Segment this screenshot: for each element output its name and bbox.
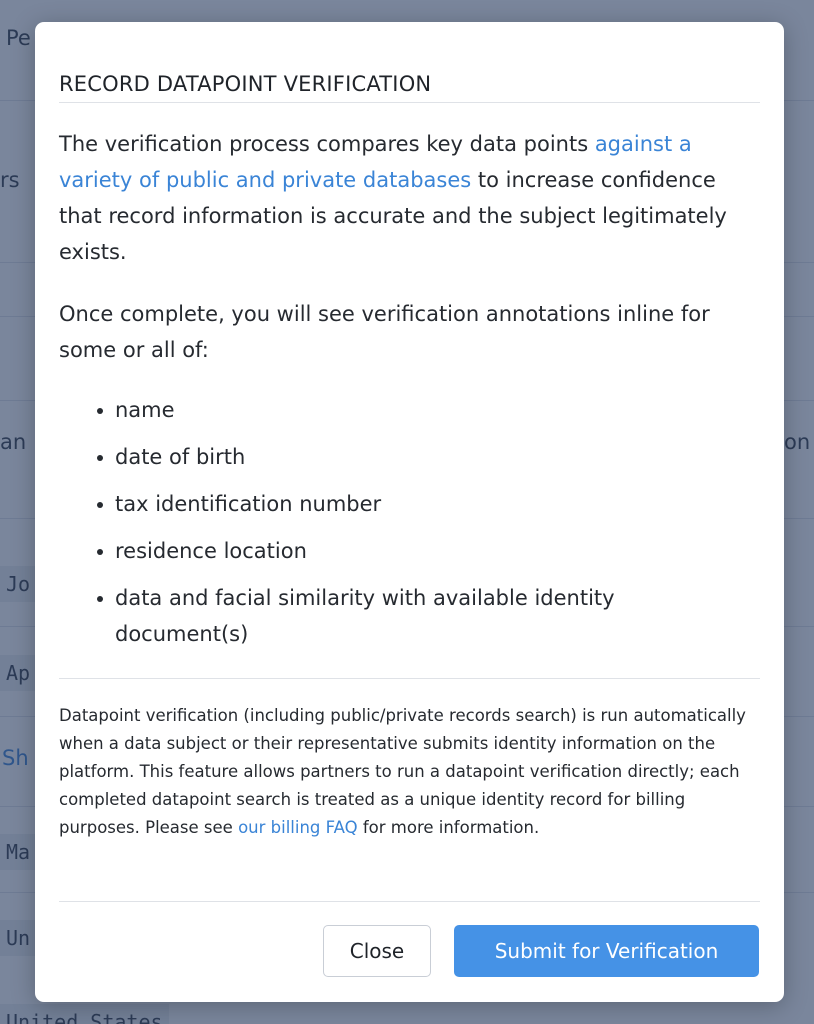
billing-faq-link[interactable]: our billing FAQ: [238, 818, 358, 837]
annotations-intro: Once complete, you will see verification annotations inline for some or all of:: [59, 302, 710, 362]
modal-title: RECORD DATAPOINT VERIFICATION: [59, 72, 432, 96]
intro-text-end: to increase confidence that record information is accurate and the subject legitimately exists.: [59, 168, 727, 264]
note-text-end: for more information.: [357, 818, 540, 837]
close-button[interactable]: Close: [323, 925, 431, 977]
intro-paragraph: [59, 126, 749, 270]
databases-link[interactable]: against a variety of public and private databases: [59, 132, 692, 192]
list-item: name: [95, 392, 735, 428]
list-item: data and facial similarity with available identity document(s): [95, 580, 735, 652]
body-divider: [59, 678, 760, 679]
list-item: residence location: [95, 533, 735, 569]
billing-note: [59, 702, 763, 842]
note-text: Datapoint verification (including public/private records search) is run automatically when a data subject or their representative submits identity information on the platform. This feature allows partners to run a datapoint verification directly; each completed datapoint search is treated as a unique identity record for billing purposes. Please see: [59, 706, 746, 837]
intro-text: The verification process compares key data points: [59, 132, 595, 156]
list-item: date of birth: [95, 439, 735, 475]
annotations-list: [95, 392, 735, 663]
verification-modal: [35, 22, 784, 1002]
list-item: tax identification number: [95, 486, 735, 522]
header-divider: [59, 102, 760, 103]
submit-verification-button[interactable]: Submit for Verification: [454, 925, 759, 977]
footer-divider: [59, 901, 760, 902]
